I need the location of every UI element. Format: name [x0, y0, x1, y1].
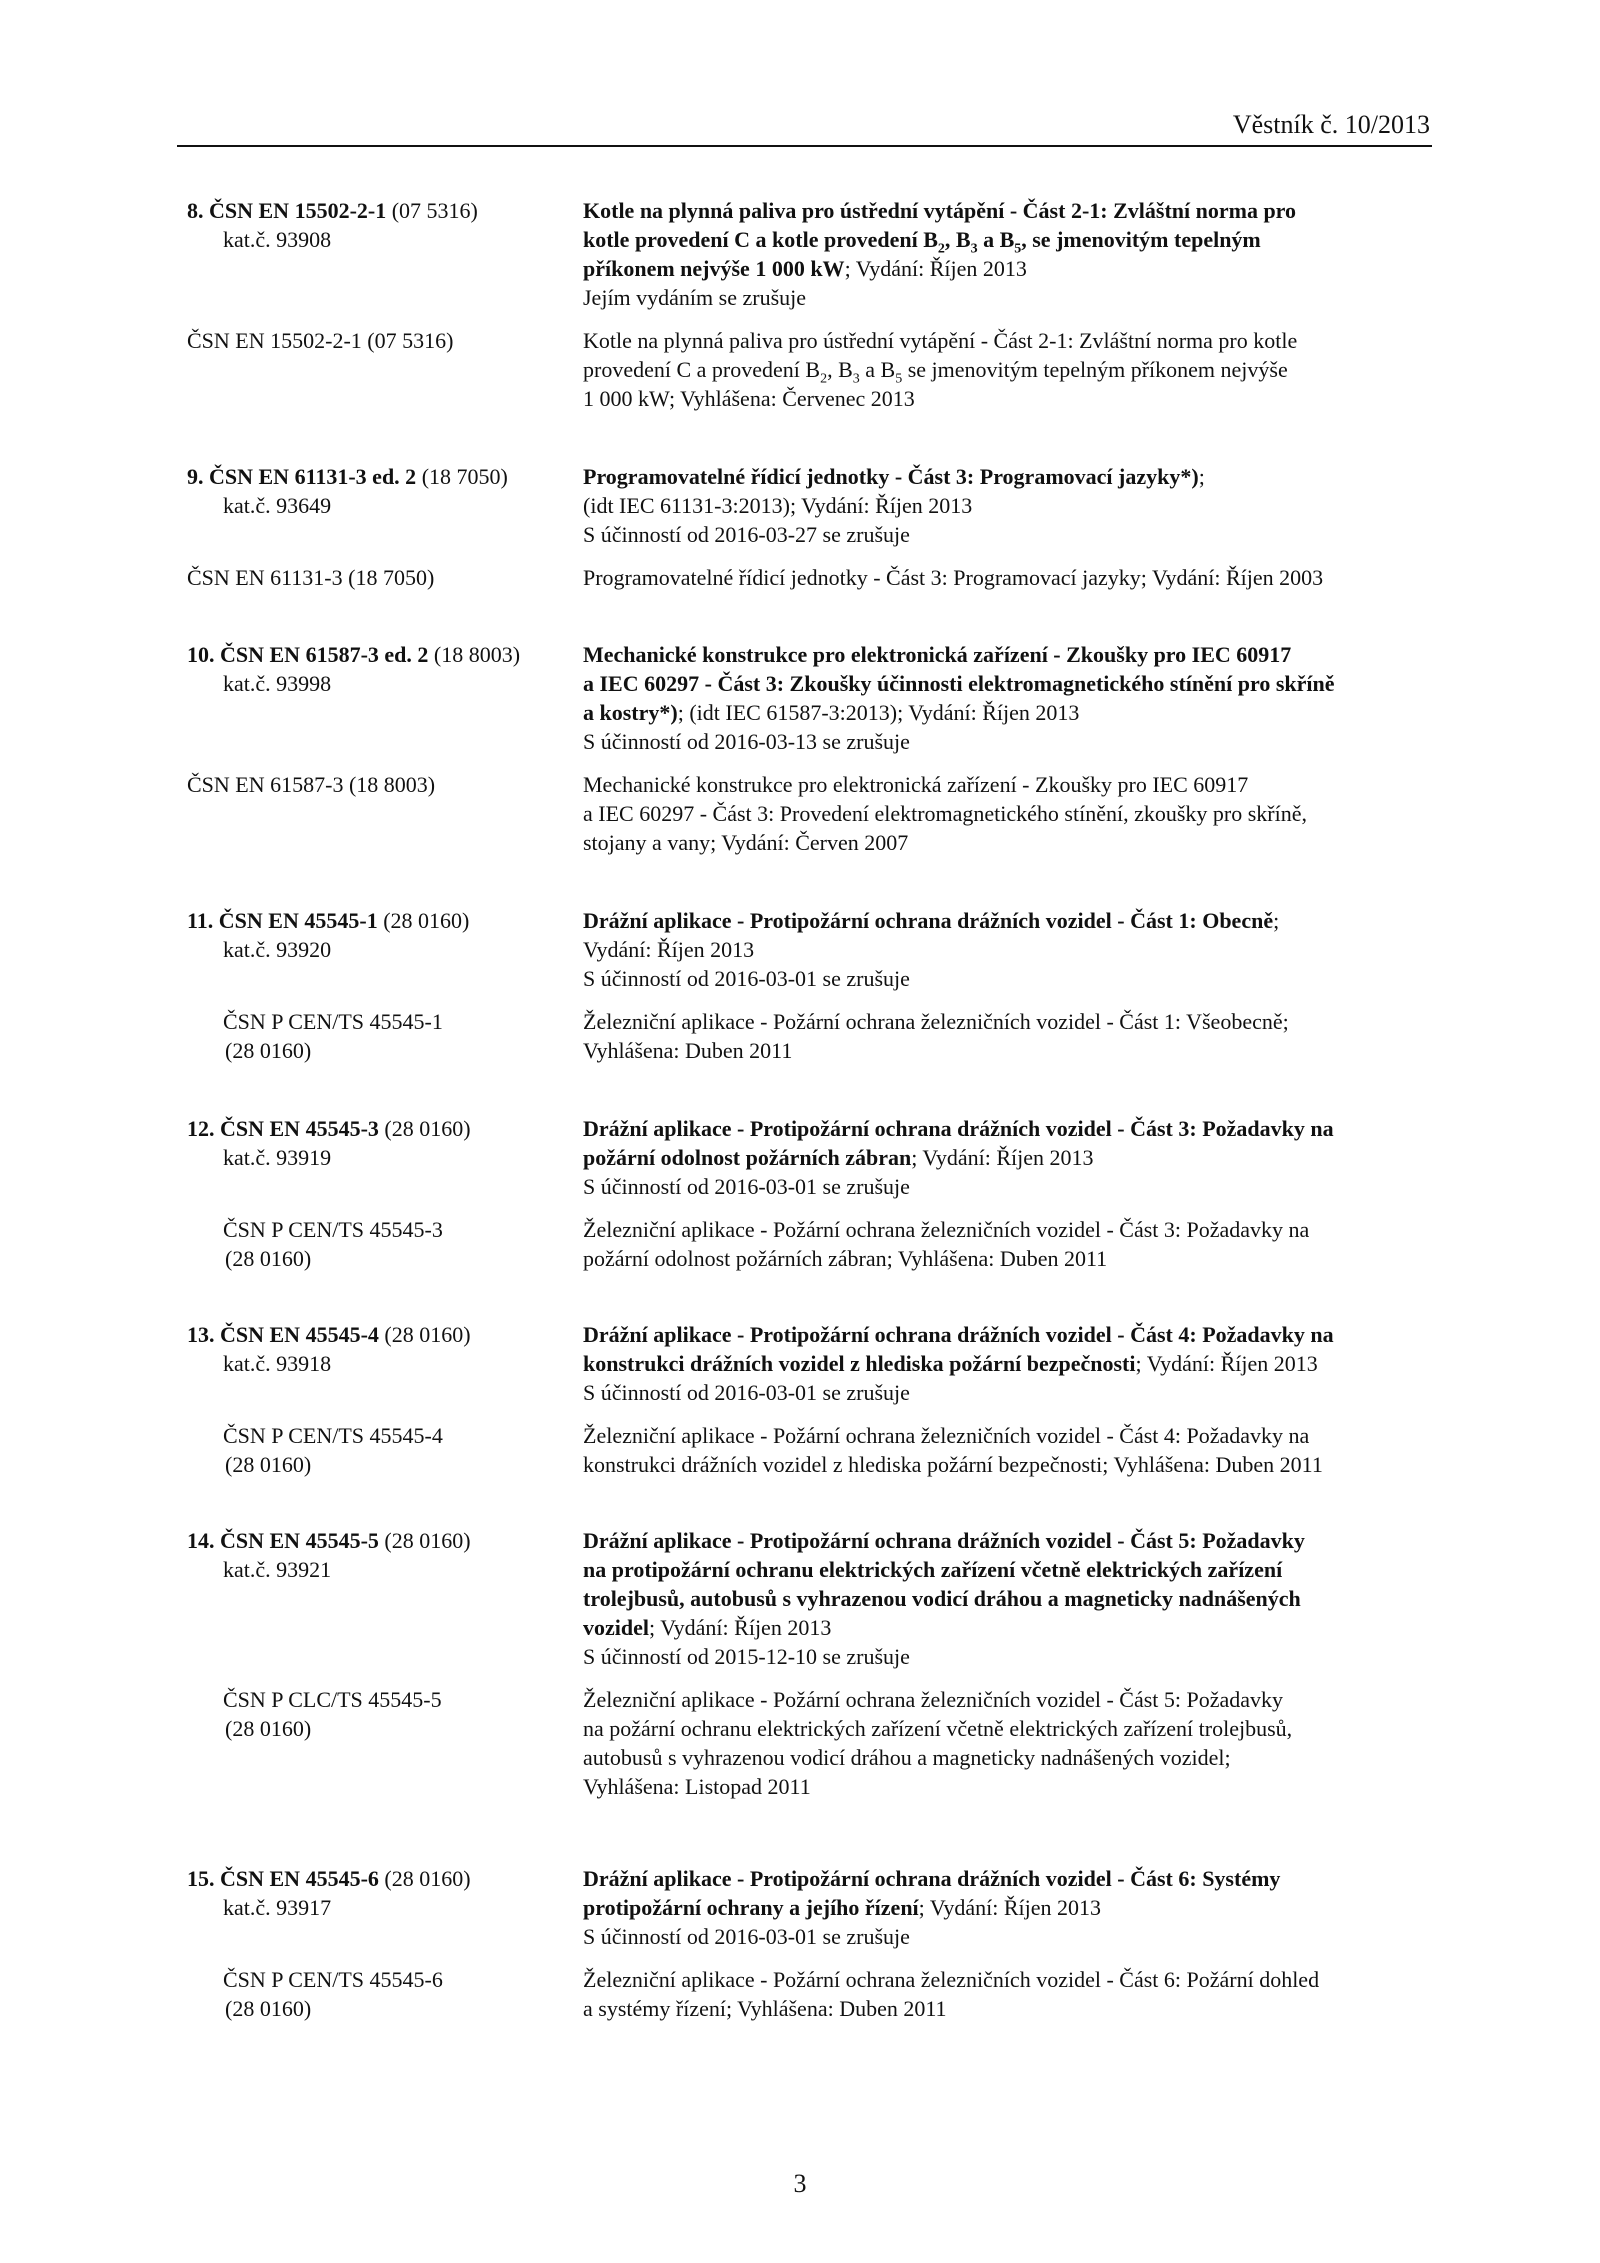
standard-code: ČSN EN 45545-3: [220, 1116, 379, 1141]
title-line: Drážní aplikace - Protipožární ochrana drážních vozidel - Část 5: Požadavky: [583, 1528, 1305, 1553]
entry-id: [187, 1320, 583, 1407]
replaced-standard-code: ČSN P CEN/TS 45545-1 (28 0160): [223, 1009, 443, 1063]
replacement-note: S účinností od 2016-03-01 se zrušuje: [583, 966, 910, 991]
replaced-standard-description: Železniční aplikace - Požární ochrana železničních vozidel - Část 6: Požární dohled a systémy řízení; Vyhlášena: Duben 2011: [583, 1967, 1320, 2021]
replaced-standard-description: Mechanické konstrukce pro elektronická zařízení - Zkoušky pro IEC 60917 a IEC 60297 - Část 3: Provedení elektromagnetického stínění, zkoušky pro skříně, stojany a vany; Vydání: Červen 2007: [583, 772, 1308, 855]
entry-number: 9.: [187, 464, 204, 489]
title-line: Drážní aplikace - Protipožární ochrana drážních vozidel - Část 3: Požadavky na: [583, 1116, 1334, 1141]
entry-number: 14.: [187, 1528, 215, 1553]
title-line: Drážní aplikace - Protipožární ochrana drážních vozidel - Část 6: Systémy: [583, 1866, 1281, 1891]
replaced-standard-description: Železniční aplikace - Požární ochrana železničních vozidel - Část 5: Požadavky na požární ochranu elektrických zařízení včetně elektrických zařízení trolejbusů, autobusů s vyhrazenou vodicí dráhou a magneticky nadnášených vozidel; Vyhlášena: Listopad 2011: [583, 1687, 1293, 1799]
header-divider: [177, 145, 1432, 147]
entry-id: [187, 906, 583, 993]
replaced-standard-code: ČSN P CEN/TS 45545-4 (28 0160): [223, 1423, 443, 1477]
standard-entry-11: [187, 906, 1432, 1065]
entry-id: [187, 462, 583, 549]
title-line: konstrukci drážních vozidel z hlediska požární bezpečnosti; Vydání: Říjen 2013: [583, 1351, 1318, 1376]
entry-description: [583, 462, 1432, 549]
journal-header-title: Věstník č. 10/2013: [1232, 110, 1430, 139]
classification-code: (28 0160): [384, 1116, 471, 1141]
replacement-note: S účinností od 2016-03-01 se zrušuje: [583, 1380, 910, 1405]
title-line: Kotle na plynná paliva pro ústřední vytápění - Část 2-1: Zvláštní norma pro: [583, 198, 1297, 223]
replaced-standard-code: ČSN P CLC/TS 45545-5 (28 0160): [223, 1687, 442, 1741]
entry-description: [583, 1864, 1432, 1951]
standard-code: ČSN EN 45545-4: [220, 1322, 379, 1347]
title-line: Mechanické konstrukce pro elektronická zařízení - Zkoušky pro IEC 60917: [583, 642, 1292, 667]
replaced-standard-code: ČSN EN 61587-3 (18 8003): [187, 772, 436, 797]
entry-number: 11.: [187, 908, 214, 933]
catalog-number: kat.č. 93649: [223, 493, 332, 518]
classification-code: (28 0160): [384, 1322, 471, 1347]
catalog-number: kat.č. 93919: [223, 1145, 332, 1170]
standard-entry-10: [187, 640, 1432, 857]
entry-number: 15.: [187, 1866, 215, 1891]
title-line: protipožární ochrany a jejího řízení; Vydání: Říjen 2013: [583, 1895, 1101, 1920]
standard-entry-14: [187, 1526, 1432, 1801]
title-line: trolejbusů, autobusů s vyhrazenou vodicí dráhou a magneticky nadnášených: [583, 1586, 1301, 1611]
replaced-standard-description: Kotle na plynná paliva pro ústřední vytápění - Část 2-1: Zvláštní norma pro kotle provedení C a provedení $B_2$, $B_3$ a $B_5$ se jmenovitým tepelným příkonem nejvýše 1 000 kW; Vyhlášena: Červenec 2013: [583, 328, 1298, 411]
title-line: na protipožární ochranu elektrických zařízení včetně elektrických zařízení: [583, 1557, 1283, 1582]
title-line: vozidel; Vydání: Říjen 2013: [583, 1615, 832, 1640]
title-line: a kostry*); (idt IEC 61587-3:2013); Vydání: Říjen 2013: [583, 700, 1080, 725]
standard-entry-9: [187, 462, 1432, 592]
standard-code: ČSN EN 61131-3 ed. 2: [209, 464, 417, 489]
classification-code: (07 5316): [391, 198, 478, 223]
replaced-standard-description: Železniční aplikace - Požární ochrana železničních vozidel - Část 1: Všeobecně; Vyhlášena: Duben 2011: [583, 1009, 1289, 1063]
replaced-standard-description: Železniční aplikace - Požární ochrana železničních vozidel - Část 4: Požadavky na konstrukci drážních vozidel z hlediska požární bezpečnosti; Vyhlášena: Duben 2011: [583, 1423, 1323, 1477]
catalog-number: kat.č. 93917: [223, 1895, 332, 1920]
entry-id: [187, 196, 583, 312]
entry-number: 12.: [187, 1116, 215, 1141]
title-line: kotle provedení C a kotle provedení $B_2$, $B_3$ a $B_5$, se jmenovitým tepelným: [583, 227, 1261, 257]
catalog-number: kat.č. 93921: [223, 1557, 332, 1582]
standard-entry-15: [187, 1864, 1432, 2023]
standard-code: ČSN EN 45545-6: [220, 1866, 379, 1891]
entry-number: 8.: [187, 198, 204, 223]
page-number: 3: [793, 2169, 807, 2198]
entry-description: [583, 640, 1432, 756]
issue-line: Vydání: Říjen 2013: [583, 937, 755, 962]
title-line: a IEC 60297 - Část 3: Zkoušky účinnosti elektromagnetického stínění pro skříně: [583, 671, 1335, 696]
entry-id: [187, 1526, 583, 1671]
entry-description: [583, 1526, 1432, 1671]
catalog-number: kat.č. 93920: [223, 937, 332, 962]
title-line: požární odolnost požárních zábran; Vydání: Říjen 2013: [583, 1145, 1094, 1170]
replaced-standard-code: ČSN EN 15502-2-1 (07 5316): [187, 328, 454, 353]
replaced-standard-code: ČSN P CEN/TS 45545-3 (28 0160): [223, 1217, 443, 1271]
entry-id: [187, 1114, 583, 1201]
catalog-number: kat.č. 93918: [223, 1351, 332, 1376]
entry-id: [187, 640, 583, 756]
replacement-note: Jejím vydáním se zrušuje: [583, 285, 807, 310]
classification-code: (28 0160): [384, 1528, 471, 1553]
standard-entry-12: [187, 1114, 1432, 1273]
entry-description: [583, 906, 1432, 993]
replaced-standard-code: ČSN EN 61131-3 (18 7050): [187, 565, 435, 590]
replaced-standard-description: Programovatelné řídicí jednotky - Část 3: Programovací jazyky; Vydání: Říjen 2003: [583, 565, 1324, 590]
title-line: Drážní aplikace - Protipožární ochrana drážních vozidel - Část 1: Obecně;: [583, 908, 1280, 933]
replaced-standard-description: Železniční aplikace - Požární ochrana železničních vozidel - Část 3: Požadavky na požární odolnost požárních zábran; Vyhlášena: Duben 2011: [583, 1217, 1310, 1271]
standard-code: ČSN EN 61587-3 ed. 2: [220, 642, 429, 667]
classification-code: (18 7050): [421, 464, 508, 489]
title-line: příkonem nejvýše 1 000 kW; Vydání: Říjen 2013: [583, 256, 1027, 281]
standard-code: ČSN EN 45545-1: [218, 908, 378, 933]
replacement-note: S účinností od 2016-03-27 se zrušuje: [583, 522, 910, 547]
entry-id: [187, 1864, 583, 1951]
issue-line: (idt IEC 61131-3:2013); Vydání: Říjen 2013: [583, 493, 973, 518]
classification-code: (28 0160): [384, 1866, 471, 1891]
title-line: Programovatelné řídicí jednotky - Část 3: Programovací jazyky*);: [583, 464, 1205, 489]
replacement-note: S účinností od 2015-12-10 se zrušuje: [583, 1644, 910, 1669]
entry-number: 10.: [187, 642, 215, 667]
standard-code: ČSN EN 15502-2-1: [209, 198, 387, 223]
standard-entry-8: [187, 196, 1432, 413]
classification-code: (18 8003): [433, 642, 521, 667]
replacement-note: S účinností od 2016-03-01 se zrušuje: [583, 1174, 910, 1199]
entry-description: [583, 1114, 1432, 1201]
replacement-note: S účinností od 2016-03-01 se zrušuje: [583, 1924, 910, 1949]
standard-entry-13: [187, 1320, 1432, 1479]
classification-code: (28 0160): [383, 908, 470, 933]
entry-description: [583, 196, 1432, 312]
entry-number: 13.: [187, 1322, 215, 1347]
replaced-standard-code: ČSN P CEN/TS 45545-6 (28 0160): [223, 1967, 443, 2021]
replacement-note: S účinností od 2016-03-13 se zrušuje: [583, 729, 910, 754]
title-line: Drážní aplikace - Protipožární ochrana drážních vozidel - Část 4: Požadavky na: [583, 1322, 1334, 1347]
catalog-number: kat.č. 93998: [223, 671, 332, 696]
issue-date: ; Vydání: Říjen 2013: [844, 256, 1027, 281]
standard-code: ČSN EN 45545-5: [220, 1528, 379, 1553]
catalog-number: kat.č. 93908: [223, 227, 332, 252]
entry-description: [583, 1320, 1432, 1407]
